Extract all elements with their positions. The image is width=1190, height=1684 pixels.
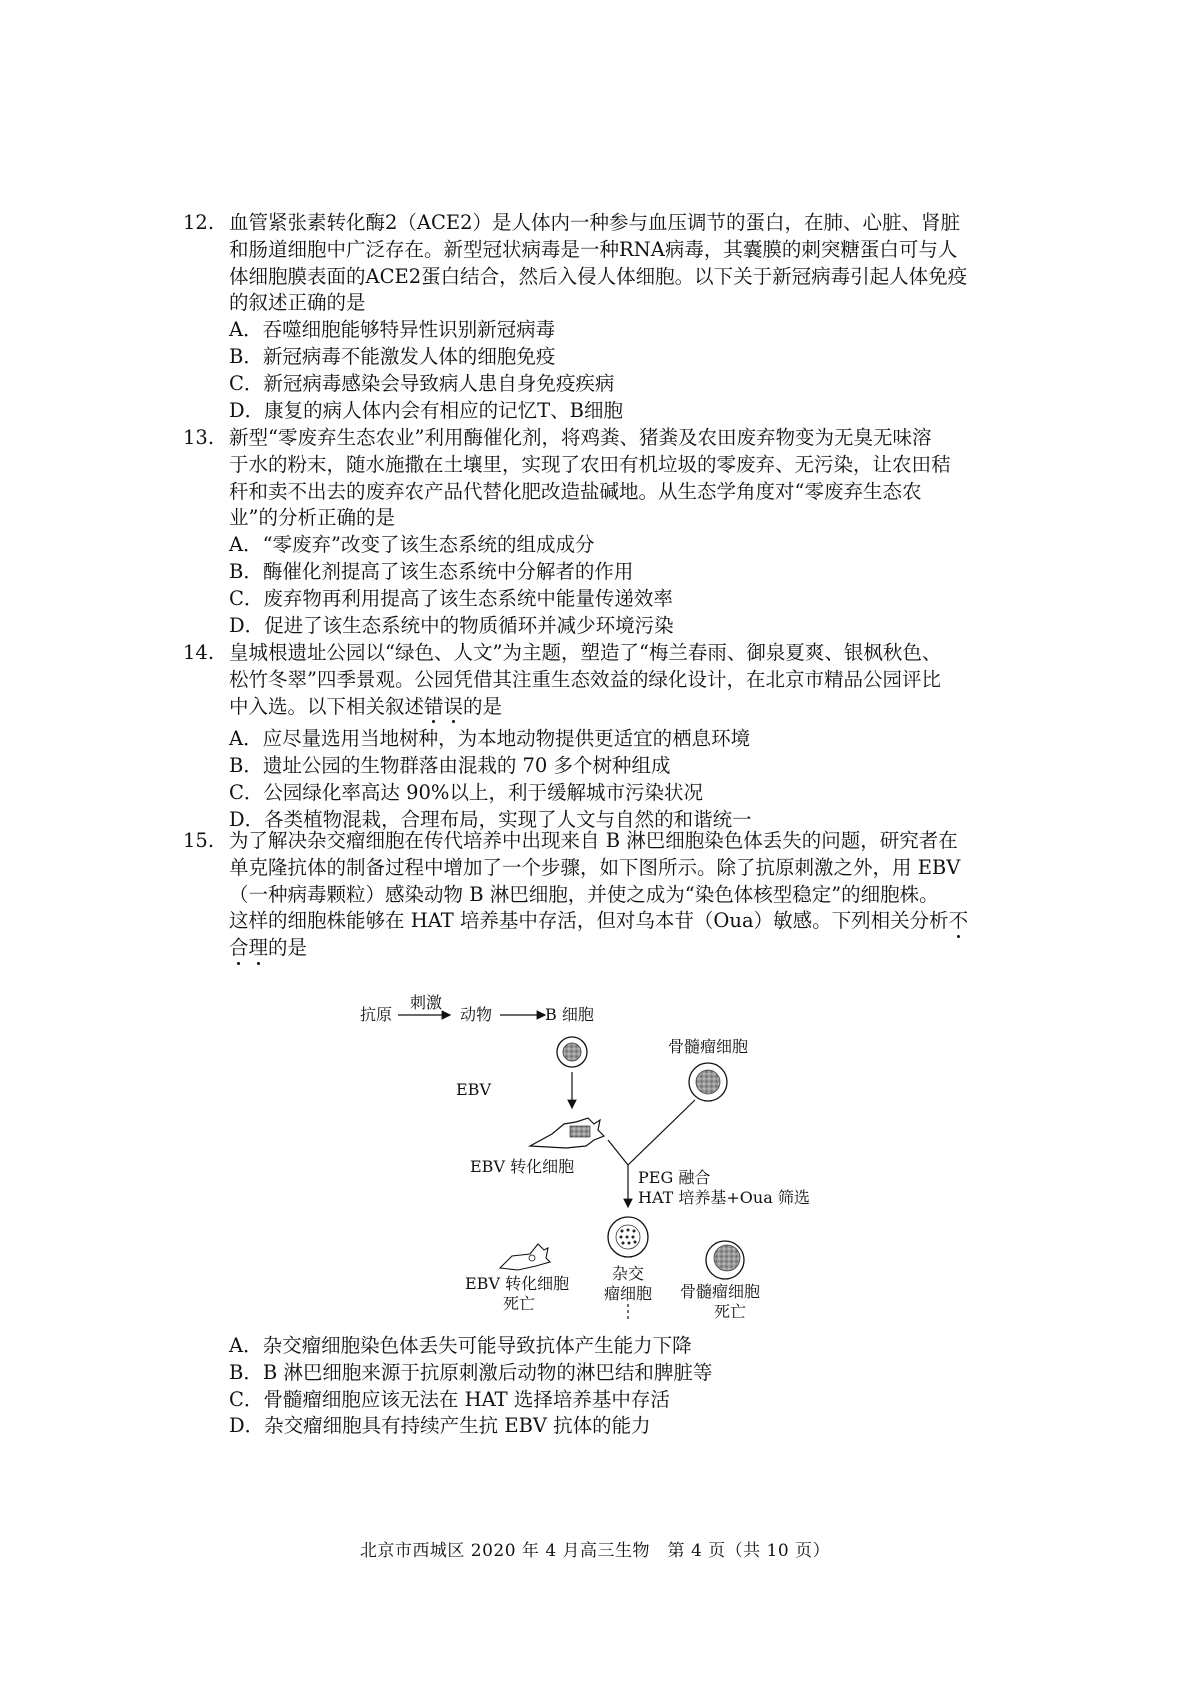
hybridoma-diagram <box>360 993 920 1321</box>
emphasis-char: 理 <box>249 935 269 962</box>
myeloma-label: 骨髓瘤细胞 <box>668 1037 749 1056</box>
hybridoma-label: 瘤细胞 <box>604 1284 653 1303</box>
dead-ebv-cell-icon <box>500 1244 550 1270</box>
question-stem-line: 于水的粉末，随水施撒在土壤里，实现了农田有机垃圾的零废弃、无污染，让农田秸 <box>229 452 951 476</box>
myeloma-cell-icon <box>689 1063 727 1101</box>
hybridoma-cell-icon <box>608 1217 648 1257</box>
question-14 <box>183 640 1013 834</box>
question-stem-line: 体细胞膜表面的ACE2蛋白结合，然后入侵人体细胞。以下关于新冠病毒引起人体免疫 <box>229 264 968 288</box>
question-number: 13. <box>183 426 215 449</box>
question-15 <box>183 828 1013 962</box>
hat-label: HAT 培养基+Oua 筛选 <box>638 1188 810 1207</box>
option-c: C．公园绿化率高达 90%以上，利于缓解城市污染状况 <box>229 780 703 804</box>
dead-myeloma-cell-icon <box>706 1241 744 1279</box>
question-stem-line: 松竹冬翠”四季景观。公园凭借其注重生态效益的绿化设计，在北京市精品公园评比 <box>229 667 941 691</box>
question-stem-line: 中入选。以下相关叙述错误的是 <box>183 694 1013 721</box>
question-stem-line: 14. 皇城根遗址公园以“绿色、人文”为主题，塑造了“梅兰春雨、御泉夏爽、银枫秋色、 <box>183 640 1013 667</box>
option-a: A．吞噬细胞能够特异性识别新冠病毒 <box>229 318 556 342</box>
myeloma-dead-label: 死亡 <box>714 1302 747 1321</box>
question-number: 15. <box>183 829 215 852</box>
option-b: B．酶催化剂提高了该生态系统中分解者的作用 <box>229 559 634 583</box>
question-stem-line: 单克隆抗体的制备过程中增加了一个步骤，如下图所示。除了抗原刺激之外，用 EBV <box>229 855 961 879</box>
question-12 <box>183 210 1013 424</box>
question-stem-line: 业”的分析正确的是 <box>229 506 395 530</box>
question-stem-line: 这样的细胞株能够在 HAT 培养基中存活，但对乌本苷（Oua）敏感。下列相关分析不 <box>183 908 1013 935</box>
question-number: 12. <box>183 211 215 234</box>
option-b: B．B 淋巴细胞来源于抗原刺激后动物的淋巴结和脾脏等 <box>229 1360 713 1384</box>
page-footer: 北京市西城区 2020 年 4 月高三生物 第 4 页（共 10 页） <box>359 1541 831 1561</box>
ebv-label: EBV <box>456 1080 491 1099</box>
question-15-options <box>183 1333 1013 1440</box>
emphasis-char: 错 <box>424 694 444 721</box>
option-a: A．杂交瘤细胞染色体丢失可能导致抗体产生能力下降 <box>229 1334 692 1357</box>
animal-label: 动物 <box>460 1005 493 1024</box>
option-d: D．各类植物混栽，合理布局，实现了人文与自然的和谐统一 <box>229 807 752 831</box>
option-d: D．康复的病人体内会有相应的记忆T、B细胞 <box>229 398 623 422</box>
question-stem-line: 秆和卖不出去的废弃农产品代替化肥改造盐碱地。从生态学角度对“零废弃生态农 <box>229 479 922 503</box>
emphasis-char: 合 <box>229 935 249 962</box>
question-stem-line: 的叙述正确的是 <box>229 291 366 315</box>
option-b: B．遗址公园的生物群落由混栽的 70 多个树种组成 <box>229 754 671 778</box>
option-c: C．废弃物再利用提高了该生态系统中能量传递效率 <box>229 586 673 610</box>
question-stem-line: 15. 为了解决杂交瘤细胞在传代培养中出现来自 B 淋巴细胞染色体丢失的问题，研究者在 <box>183 828 1013 855</box>
option-d: D．促进了该生态系统中的物质循环并减少环境污染 <box>229 613 674 637</box>
ebv-transformed-cell-icon <box>530 1118 604 1148</box>
peg-label: PEG 融合 <box>638 1168 711 1187</box>
question-number: 14. <box>183 641 215 664</box>
question-stem-line: 13. 新型“零废弃生态农业”利用酶催化剂，将鸡粪、猪粪及农田废弃物变为无臭无味溶 <box>183 425 1013 452</box>
emphasis-char: 不 <box>949 908 969 935</box>
option-a: A．“零废弃”改变了该生态系统的组成成分 <box>229 533 595 557</box>
fusion-line <box>608 1140 628 1165</box>
question-stem-line: 和肠道细胞中广泛存在。新型冠状病毒是一种RNA病毒，其囊膜的刺突糖蛋白可与人 <box>229 237 958 261</box>
option-a: A．应尽量选用当地树种，为本地动物提供更适宜的栖息环境 <box>229 727 751 751</box>
b-cell-label: B 细胞 <box>545 1005 594 1024</box>
option-b: B．新冠病毒不能激发人体的细胞免疫 <box>229 344 556 368</box>
emphasis-char: 误 <box>444 694 464 721</box>
ebv-dead-label: EBV 转化细胞 <box>465 1274 570 1293</box>
question-13 <box>183 425 1013 639</box>
option-c: C．骨髓瘤细胞应该无法在 HAT 选择培养基中存活 <box>229 1387 670 1411</box>
question-stem-line: 合理的是 <box>183 935 1013 962</box>
option-d: D．杂交瘤细胞具有持续产生抗 EBV 抗体的能力 <box>229 1414 651 1438</box>
ebv-cell-label: EBV 转化细胞 <box>470 1157 575 1176</box>
antigen-label: 抗原 <box>360 1005 393 1024</box>
hybridoma-label: 杂交 <box>612 1264 645 1283</box>
fusion-line <box>628 1100 695 1165</box>
b-cell-icon <box>557 1037 587 1067</box>
ebv-dead-label: 死亡 <box>503 1294 536 1313</box>
stimulate-label: 刺激 <box>410 993 443 1012</box>
myeloma-dead-label: 骨髓瘤细胞 <box>680 1282 761 1301</box>
question-stem-line: 12. 血管紧张素转化酶2（ACE2）是人体内一种参与血压调节的蛋白，在肺、心脏、肾脏 <box>183 210 1013 237</box>
question-stem-line: （一种病毒颗粒）感染动物 B 淋巴细胞，并使之成为“染色体核型稳定”的细胞株。 <box>229 882 939 906</box>
option-c: C．新冠病毒感染会导致病人患自身免疫疾病 <box>229 371 615 395</box>
